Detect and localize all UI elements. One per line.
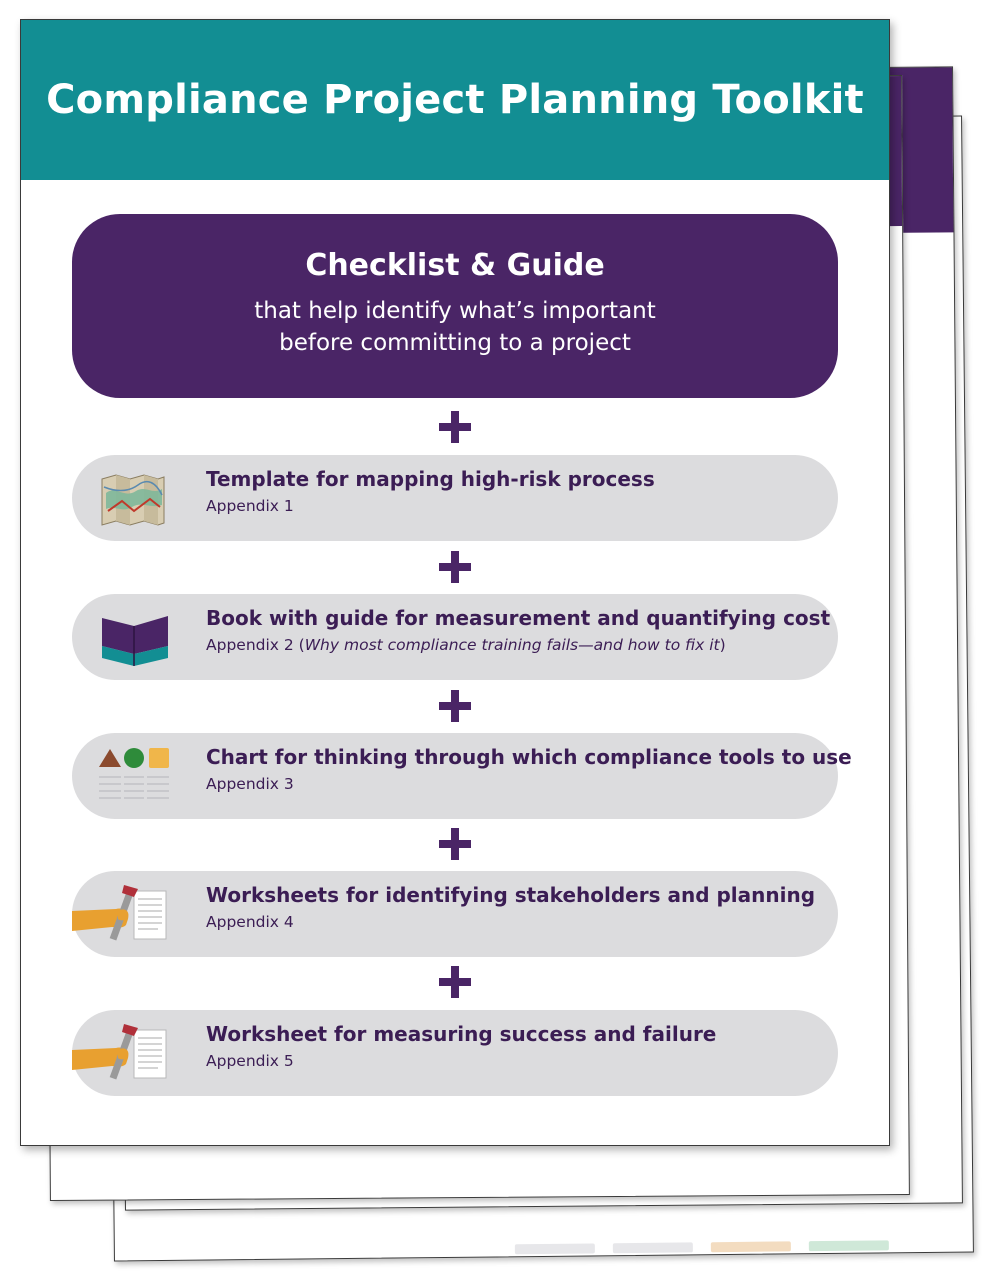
item-subtitle bbox=[206, 636, 830, 654]
item-title: Book with guide for measurement and quantifying cost bbox=[206, 606, 831, 630]
plus-icon bbox=[439, 966, 471, 998]
hero-subtitle-line: that help identify what’s important bbox=[254, 298, 656, 324]
plus-icon bbox=[439, 828, 471, 860]
hand-wrench-worksheet-icon bbox=[72, 881, 172, 947]
item-subtitle: Appendix 5 bbox=[206, 1052, 294, 1070]
item-subtitle: Appendix 3 bbox=[206, 775, 294, 793]
item-subtitle: Appendix 1 bbox=[206, 497, 294, 515]
back-sheet-chips bbox=[515, 1240, 889, 1254]
plus-icon bbox=[439, 551, 471, 583]
book-icon bbox=[94, 604, 174, 670]
front-sheet bbox=[20, 19, 890, 1146]
toolkit-item bbox=[72, 871, 838, 957]
item-title: Chart for thinking through which compliance tools to use bbox=[206, 745, 852, 769]
hero-subtitle bbox=[72, 295, 838, 359]
plus-icon bbox=[439, 690, 471, 722]
item-title: Template for mapping high-risk process bbox=[206, 467, 655, 491]
toolkit-item bbox=[72, 455, 838, 541]
plus-icon bbox=[439, 411, 471, 443]
checklist-guide-banner bbox=[72, 214, 838, 398]
toolkit-item bbox=[72, 733, 852, 819]
hero-subtitle-line: before committing to a project bbox=[279, 330, 631, 356]
toolkit-item bbox=[72, 1010, 838, 1096]
shapes-chart-icon bbox=[94, 743, 174, 809]
item-subtitle-suffix: ) bbox=[719, 636, 726, 654]
header-band bbox=[21, 20, 889, 180]
item-title: Worksheet for measuring success and failure bbox=[206, 1022, 717, 1046]
hand-wrench-worksheet-icon bbox=[72, 1020, 172, 1086]
map-icon bbox=[94, 465, 174, 531]
item-subtitle-prefix: Appendix 2 ( bbox=[206, 636, 305, 654]
hero-title: Checklist & Guide bbox=[305, 248, 605, 283]
item-title: Worksheets for identifying stakeholders and planning bbox=[206, 883, 816, 907]
item-subtitle: Appendix 4 bbox=[206, 913, 294, 931]
page-title: Compliance Project Planning Toolkit bbox=[46, 77, 864, 123]
toolkit-item bbox=[72, 594, 838, 680]
item-subtitle-book-title: Why most compliance training fails—and how to fix it bbox=[304, 636, 720, 654]
